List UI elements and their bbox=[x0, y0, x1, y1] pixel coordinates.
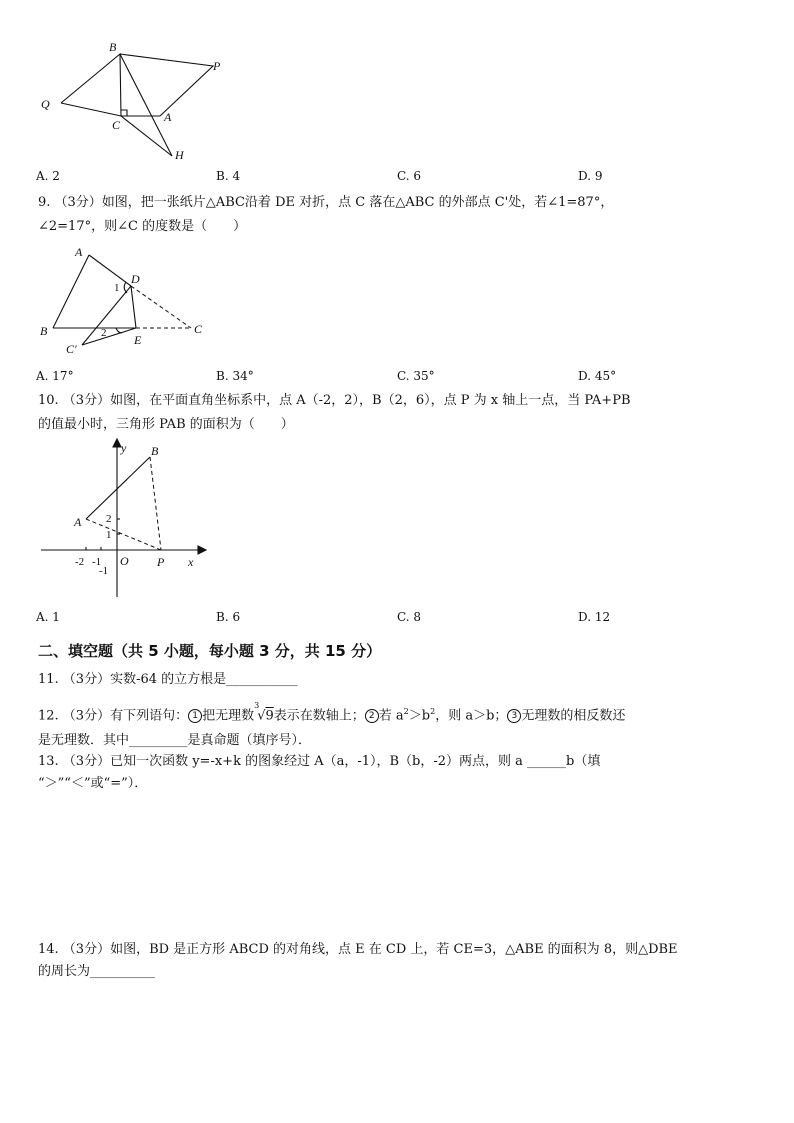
fig8-line-c-h bbox=[121, 116, 172, 156]
q10-text-line1: 10. （3分）如图，在平面直角坐标系中，点 A（-2，2），B（2，6），点 P 为 x 轴上一点，当 PA+PB bbox=[38, 393, 631, 408]
q12-root-index: 3 bbox=[254, 701, 260, 710]
q12-statement2b: ＞b bbox=[408, 708, 431, 724]
q14-text-line2: 的周长为__________ bbox=[38, 964, 156, 979]
q12-statement2a: 若 a bbox=[378, 708, 404, 724]
q12-square-b: 2 bbox=[430, 707, 436, 716]
section-2-title: 二、填空题（共 5 小题，每小题 3 分，共 15 分） bbox=[38, 642, 382, 660]
q8-option-a: A. 2 bbox=[36, 169, 60, 183]
fig10-x-axis-arrow bbox=[198, 546, 206, 554]
q12-statement2c: ，则 a＞b； bbox=[435, 708, 508, 724]
q9-option-c: C. 35° bbox=[397, 369, 435, 383]
q9-text-line2: ∠2=17°，则∠C 的度数是（ ） bbox=[38, 219, 247, 234]
fig8-line-q-b-c bbox=[61, 54, 121, 116]
fig10-label-neg1: -1 bbox=[92, 556, 102, 568]
fig9-label-cprime: C' bbox=[66, 342, 77, 356]
q12-square-a: 2 bbox=[403, 707, 409, 716]
fig9-angle-2-arc bbox=[116, 328, 122, 333]
fig10-label-1: 1 bbox=[106, 529, 112, 541]
fig9-dashed-d-c bbox=[131, 286, 191, 328]
fig9-line-e-cprime bbox=[82, 328, 136, 345]
q12-text-line1 bbox=[38, 703, 625, 725]
q12-text-line2: 是无理数．其中_________是真命题（填序号）． bbox=[38, 733, 312, 748]
fig10-label-a: A bbox=[74, 515, 82, 529]
q12-prefix: 12. （3分）有下列语句： bbox=[38, 708, 189, 724]
fig8-line-b-h bbox=[120, 54, 172, 156]
q9-option-d: D. 45° bbox=[578, 369, 617, 383]
fig9-line-a-b bbox=[53, 255, 89, 328]
fig10-label-neg1-y: -1 bbox=[99, 565, 109, 577]
q12-statement1b: 表示在数轴上； bbox=[273, 708, 365, 724]
q9-text-line1: 9. （3分）如图，把一张纸片△ABC沿着 DE 对折，点 C 落在△ABC 的外部点 C'处，若∠1=87°， bbox=[38, 195, 614, 210]
fig8-right-angle-mark bbox=[121, 110, 127, 116]
fig9-angle-1-arc bbox=[124, 282, 127, 293]
q10-option-d: D. 12 bbox=[578, 610, 611, 624]
fig9-line-d-cprime bbox=[82, 286, 131, 345]
q9-option-a: A. 17° bbox=[36, 369, 74, 383]
q12-circled-2: 2 bbox=[365, 709, 379, 723]
fig10-y-axis-arrow bbox=[113, 439, 121, 447]
q10-text-line2: 的值最小时，三角形 PAB 的面积为（ ） bbox=[38, 417, 294, 432]
fig8-label-c: C bbox=[112, 118, 121, 132]
fig9-label-e: E bbox=[134, 333, 142, 347]
fig10-label-p: P bbox=[157, 555, 165, 569]
q12-circled-1: 1 bbox=[188, 709, 202, 723]
q13-text-line1: 13. （3分）已知一次函数 y=-x+k 的图象经过 A（a，-1），B（b，-2）两点，则 a ______b（填 bbox=[38, 754, 601, 769]
q12-cube-root bbox=[254, 703, 274, 725]
fig8-label-b: B bbox=[109, 40, 117, 54]
q10-option-a: A. 1 bbox=[36, 610, 60, 624]
fig9-label-angle2: 2 bbox=[101, 327, 107, 339]
q8-option-b: B. 4 bbox=[216, 169, 241, 183]
q12-root-symbol: √ bbox=[257, 708, 266, 724]
fig10-line-a-b bbox=[86, 457, 150, 519]
fig8-label-q: Q bbox=[41, 97, 50, 111]
q11-text: 11. （3分）实数-64 的立方根是___________ bbox=[38, 672, 298, 687]
fig8-label-a: A bbox=[164, 110, 172, 124]
fig10-label-neg2: -2 bbox=[75, 556, 85, 568]
fig10-label-o: O bbox=[120, 554, 129, 568]
fig9-line-d-e bbox=[131, 286, 136, 328]
fig10-label-2: 2 bbox=[106, 513, 112, 525]
fig8-line-b-p-a bbox=[120, 54, 213, 116]
fig10-dashed-b-p bbox=[150, 457, 161, 550]
fig9-label-angle1: 1 bbox=[114, 282, 120, 294]
q12-statement1a: 把无理数 bbox=[202, 708, 255, 724]
q8-option-c: C. 6 bbox=[397, 169, 422, 183]
fig10-label-y: y bbox=[121, 441, 127, 455]
fig10-dashed-a-p bbox=[86, 519, 161, 550]
fig8-label-h: H bbox=[175, 148, 184, 162]
q8-option-d: D. 9 bbox=[578, 169, 603, 183]
fig9-label-b: B bbox=[40, 324, 48, 338]
fig9-label-a: A bbox=[75, 245, 83, 259]
q9-option-b: B. 34° bbox=[216, 369, 254, 383]
q12-statement3: 无理数的相反数还 bbox=[521, 708, 626, 724]
q10-option-c: C. 8 bbox=[397, 610, 422, 624]
fig10-label-b: B bbox=[151, 444, 159, 458]
fig9-label-d: D bbox=[131, 272, 140, 286]
q14-text-line1: 14. （3分）如图，BD 是正方形 ABCD 的对角线，点 E 在 CD 上，若 CE=3，△ABE 的面积为 8，则△DBE bbox=[38, 942, 678, 957]
fig8-label-p: P bbox=[213, 59, 221, 73]
q12-circled-3: 3 bbox=[507, 709, 521, 723]
q10-option-b: B. 6 bbox=[216, 610, 241, 624]
q13-text-line2: “＞”“＜”或“=”）． bbox=[38, 776, 148, 791]
fig10-label-x: x bbox=[188, 555, 194, 569]
fig9-label-c: C bbox=[194, 322, 203, 336]
fig9-line-a-d bbox=[89, 255, 131, 286]
q12-radicand: 9 bbox=[265, 708, 274, 724]
